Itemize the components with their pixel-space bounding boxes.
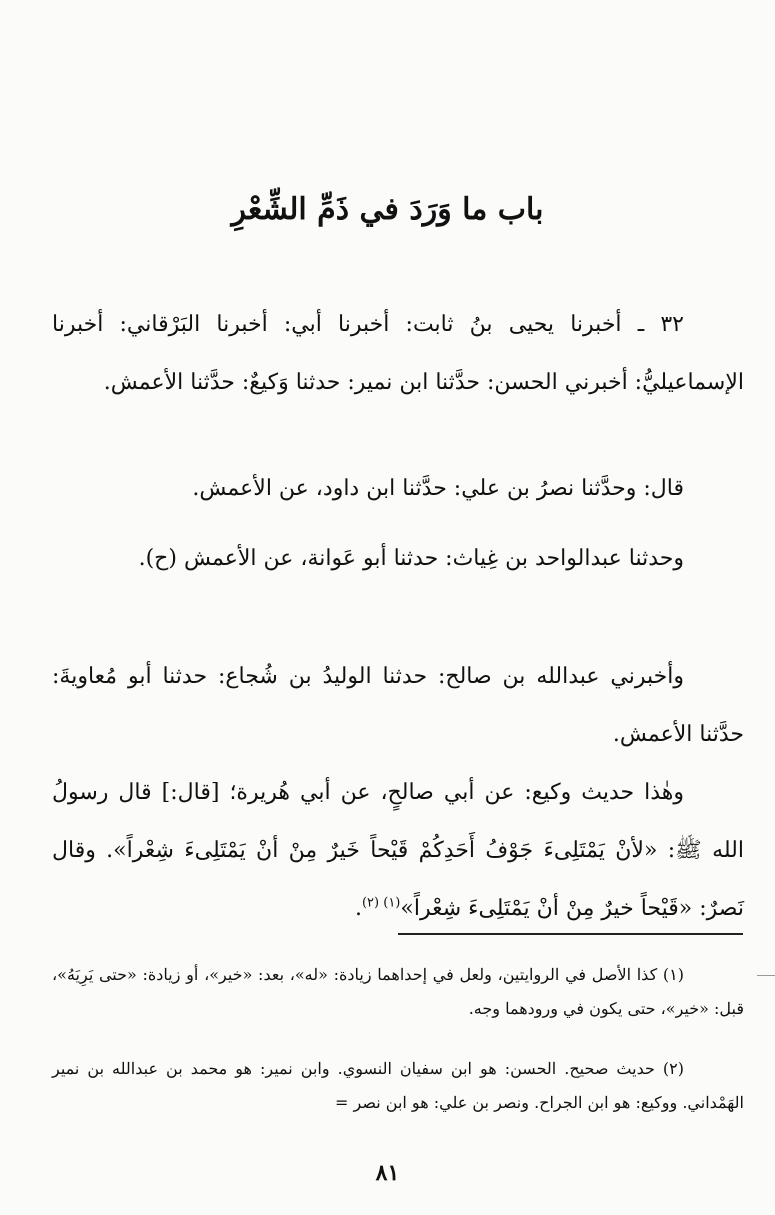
paragraph-text: [52, 764, 744, 938]
page-number: ٨١: [375, 1160, 400, 1186]
paragraph-text: قال: وحدَّثنا نصرُ بن علي: حدَّثنا ابن داود، عن الأعمش.: [192, 476, 684, 501]
hadith-text: وهٰذا حديث وكيع: عن أبي صالحٍ، عن أبي هُريرة؛ [قال:] قال رسولُ الله ﷺ: «لأنْ يَمْتَلِىءَ جَوْفُ أَحَدِكُمْ قَيْحاً خَيرٌ مِنْ أنْ يَمْتَلِىءَ شِعْراً». وقال نَصرٌ: «قَيْحاً خيرٌ مِنْ أنْ يَمْتَلِىءَ شِعْراً»: [52, 780, 744, 921]
footnote-text: (٢) حديث صحيح. الحسن: هو ابن سفيان النسوي. وابن نمير: هو محمد بن عبدالله بن نمير الهَمْداني. ووكيع: هو ابن الجراح. ونصر بن علي: هو ابن نصر =: [52, 1059, 744, 1112]
paragraph-text: وأخبرني عبدالله بن صالح: حدثنا الوليدُ بن شُجاع: حدثنا أبو مُعاويةَ: حدَّثنا الأعمش.: [52, 664, 744, 747]
hadith-chain-paragraph-2: [52, 460, 744, 518]
hadith-chain-paragraph-1: [52, 296, 744, 412]
hadith-chain-paragraph-3: [52, 530, 744, 588]
hadith-text-paragraph: [52, 764, 744, 938]
margin-mark: [757, 975, 775, 976]
paragraph-text: ٣٢ ـ أخبرنا يحيى بنُ ثابت: أخبرنا أبي: أخبرنا البَرْقاني: أخبرنا الإسماعيليُّ: أخبرني الحسن: حدَّثنا ابن نمير: حدثنا وَكيعٌ: حدَّثنا الأعمش.: [52, 312, 744, 395]
paragraph-end: .: [354, 896, 362, 921]
footnote-1: [52, 958, 744, 1026]
footnote-separator: [398, 933, 743, 935]
hadith-chain-paragraph-4: [52, 648, 744, 764]
footnote-refs: (١) (٢): [361, 895, 401, 911]
footnote-2: [52, 1052, 744, 1120]
chapter-title: باب ما وَرَدَ في ذَمِّ الشِّعْرِ: [231, 192, 544, 227]
paragraph-text: وحدثنا عبدالواحد بن غِياث: حدثنا أبو عَوانة، عن الأعمش (ح).: [138, 546, 684, 571]
footnote-text: (١) كذا الأصل في الروايتين، ولعل في إحداهما زيادة: «له»، بعد: «خير»، أو زيادة: «حتى يَرِيَهُ»، قبل: «خير»، حتى يكون في ورودهما وجه.: [52, 965, 744, 1018]
